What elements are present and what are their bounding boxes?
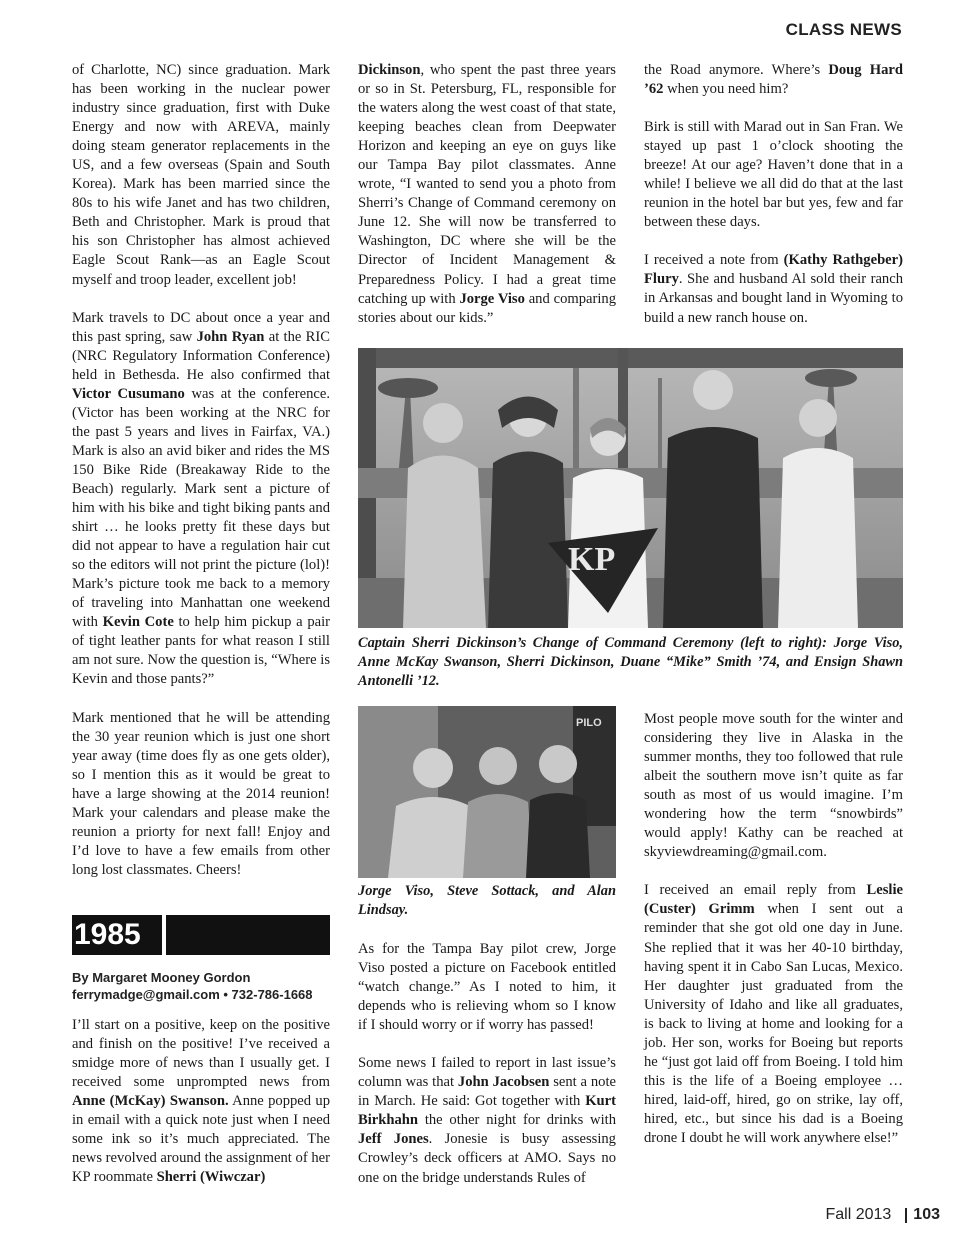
column-1 <box>72 61 330 880</box>
column-3-continued <box>644 710 903 1148</box>
paragraph: Birk is still with Marad out in San Fran. We stayed up past 1 o’clock shooting the breeze! At our age? Haven’t done that in a while! I believe we all did do that at the last reunion in the hotel bar but yes, few and far between these days. <box>644 119 903 231</box>
paragraph: As for the Tampa Bay pilot crew, Jorge Viso posted a picture on Facebook entitled “watch change.” As I noted to him, it depends who is relieving whom so I know if I should worry or if worry has passed! <box>358 941 616 1034</box>
paragraph: Mark travels to DC about once a year and this past spring, saw John Ryan at the RIC (NRC Regulatory Information Conference) held in Bethesda. He also confirmed that Victor Cusumano was at the conference. (Victor has been working at the NRC for the past 5 years and lives in Fairfax, VA.) Mark is also an avid biker and rides the MS 150 Bike Ride (Breakaway Ride to the Beach) regularly. Mark sent a picture of him with his bike and tight biking pants and shirt … he looks pretty fit these days but did not appear to have a regulation hair cut so the editors will not print the picture (lol)! Mark’s picture took me back to a memory of traveling into Manhattan one weekend with Kevin Cote to help him pickup a pair of tight leather pants for what reason I still am not sure. Now the question is, “Where is Kevin and those pants?” <box>72 309 331 688</box>
byline <box>72 970 330 1003</box>
name-jeff-jones: Jeff Jones <box>358 1131 429 1148</box>
section-header: CLASS NEWS <box>785 20 902 39</box>
name-kevin-cote: Kevin Cote <box>102 614 174 631</box>
name-doug-hard: Doug Hard ’62 <box>644 62 903 98</box>
pennant-text: KP <box>568 541 616 578</box>
pilot-crew-photo <box>358 706 616 878</box>
paragraph: I received a note from (Kathy Rathgeber) Flury. She and husband Al sold their ranch in Arkansas and bought land in Wyoming to build a new ranch house on. <box>644 252 903 326</box>
class-1985-intro <box>72 1016 330 1187</box>
footer-divider <box>905 1208 907 1223</box>
column-2 <box>358 61 616 328</box>
name-leslie-grimm: Leslie (Custer) Grimm <box>644 882 903 918</box>
paragraph: I’ll start on a positive, keep on the positive and finish on the positive! I’ve received a smidge more of news than I usually get. I received some unprompted news from Anne (McKay) Swanson. Anne popped up in email with a quick note just when I need some ink so it’s much appreciated. The news revolved around the assignment of her KP roommate Sherri (Wiwczar) <box>72 1017 330 1186</box>
paragraph: Mark mentioned that he will be attending the 30 year reunion which is just one short year away (time does fly as one gets older), so I mention this as it would be great to have a large showing at the 2014 reunion! Mark your calendars and please make the reunion a priorty for next fall! Enjoy and I’d love to have a few emails from other long lost classmates. Cheers! <box>72 709 330 878</box>
paragraph: Some news I failed to report in last issue’s column was that John Jacobsen sent a note in March. He said: Got together with Kurt Birkhahn the other night for drinks with Jeff Jones. Jonesie is busy assessing Crowley’s deck officers at AMO. Says no one on the bridge understands Rules of <box>358 1055 616 1186</box>
paragraph: Dickinson, who spent the past three years or so in St. Petersburg, FL, responsible for the waters along the west coast of that state, keeping beaches clean from Deepwater Horizon and keeping an eye on guys like our Tampa Bay pilot classmates. Anne wrote, “I wanted to send you a photo from Sherri’s Change of Command ceremony on June 12. She will now be transferred to Washington, DC where she will be the Director of Incident Management & Preparedness Policy. I had a great time catching up with Jorge Viso and comparing stories about our kids.” <box>358 62 616 326</box>
name-kurt-birkhahn: Kurt Birkhahn <box>358 1093 616 1129</box>
photo-caption: Captain Sherri Dickinson’s Change of Command Ceremony (left to right): Jorge Viso, Anne McKay Swanson, Sherri Dickinson, Duane “Mike” Smith ’74, and Ensign Shawn Antonelli ’12. <box>358 635 903 689</box>
issue-label: Fall 2013 <box>825 1206 892 1223</box>
change-of-command-photo <box>358 348 903 628</box>
page-footer <box>825 1206 940 1224</box>
column-2-continued <box>358 940 616 1188</box>
byline-author: By Margaret Mooney Gordon <box>72 970 251 985</box>
page-number: 103 <box>913 1206 940 1223</box>
paragraph: the Road anymore. Where’s Doug Hard ’62 when you need him? <box>644 62 903 98</box>
class-year-label: 1985 <box>72 915 162 955</box>
paragraph: Most people move south for the winter and considering they live in Alaska in the summer months, they too followed that rule albeit the southern move isn’t quite as far south as most of us would imagine. I’m wondering how the term “snowbirds” would apply! Kathy can be reached at skyviewdreaming@gmail.com. <box>644 711 903 861</box>
paragraph: I received an email reply from Leslie (Custer) Grimm when I sent out a reminder that she got old one day in June. She replied that it was her 40-10 birthday, having spent it in Cabo San Lucas, Mexico. Her daughter just graduated from the University of Idaho and like all graduates, is back to living at home and looking for a job. Her son, works for Boeing but reports he “just got laid off from Boeing. I told him this is the life of a Boeing employee … hired, laid-off, hired, go on strike, lay off, hired, etc., but since his dad is a Boeing drone I doubt he will work anywhere else!” <box>644 882 903 1146</box>
class-year-banner <box>72 915 330 955</box>
photo-caption: Jorge Viso, Steve Sottack, and Alan Lindsay. <box>358 883 616 918</box>
column-3 <box>644 61 903 328</box>
name-john-ryan: John Ryan <box>196 328 265 345</box>
name-jorge-viso: Jorge Viso <box>459 290 525 307</box>
name-dickinson: Dickinson <box>358 62 421 78</box>
byline-contact: ferrymadge@gmail.com • 732-786-1668 <box>72 986 313 1002</box>
name-victor-cusumano: Victor Cusumano <box>72 385 185 402</box>
sign-text: PILO <box>576 717 602 729</box>
name-anne-swanson: Anne (McKay) Swanson. <box>72 1093 229 1110</box>
name-kathy-rathgeber-flury: (Kathy Rathgeber) Flury <box>644 252 903 288</box>
name-sherri-wiwczar: Sherri (Wiwczar) <box>156 1169 266 1186</box>
paragraph: of Charlotte, NC) since graduation. Mark has been working in the nuclear power industry since graduation, first with Duke Energy and now with AREVA, mainly doing steam generator replacements in the US, and a few overseas (Spain and South Korea). Mark has been married since the 80s to his wife Janet and has two children, Beth and Christopher. Mark is proud that his son Christopher has almost achieved Eagle Scout Rank—as an Eagle Scout myself and troop leader, excellent job! <box>72 62 330 288</box>
name-john-jacobsen: John Jacobsen <box>457 1074 550 1091</box>
